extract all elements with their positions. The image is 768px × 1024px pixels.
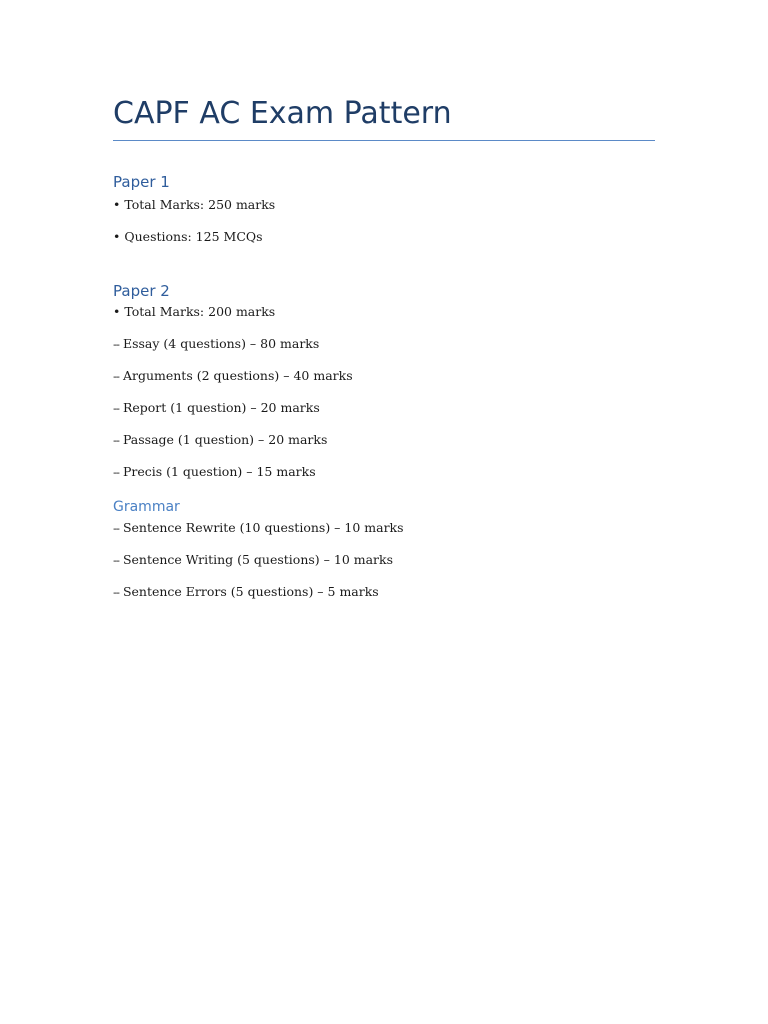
paper1-heading: Paper 1 bbox=[113, 173, 170, 191]
list-item-text: Precis (1 question) – 15 marks bbox=[122, 464, 316, 479]
paper2-item-precis bbox=[113, 463, 316, 482]
title-underline bbox=[113, 140, 655, 141]
bullet-marker: • bbox=[113, 304, 121, 319]
paper1-item-questions bbox=[113, 228, 263, 246]
paper2-item-passage bbox=[113, 431, 327, 450]
dash-marker: -- bbox=[113, 370, 119, 383]
grammar-item-sentence-writing bbox=[113, 551, 393, 570]
dash-marker: -- bbox=[113, 434, 119, 447]
list-item-text: Sentence Errors (5 questions) – 5 marks bbox=[122, 584, 379, 599]
paper2-item-essay bbox=[113, 335, 319, 354]
list-item-text: Sentence Writing (5 questions) – 10 marks bbox=[122, 552, 394, 567]
list-item-text: Total Marks: 200 marks bbox=[124, 304, 276, 319]
list-item-text: Questions: 125 MCQs bbox=[124, 229, 263, 244]
page-title: CAPF AC Exam Pattern bbox=[113, 96, 452, 131]
grammar-heading: Grammar bbox=[113, 499, 180, 515]
bullet-marker: • bbox=[113, 229, 121, 244]
dash-marker: -- bbox=[113, 402, 119, 415]
list-item-text: Sentence Rewrite (10 questions) – 10 marks bbox=[122, 520, 404, 535]
paper2-heading: Paper 2 bbox=[113, 282, 170, 300]
grammar-item-sentence-rewrite bbox=[113, 519, 404, 538]
bullet-marker: • bbox=[113, 197, 121, 212]
dash-marker: -- bbox=[113, 466, 119, 479]
paper2-item-report bbox=[113, 399, 320, 418]
list-item-text: Arguments (2 questions) – 40 marks bbox=[122, 368, 353, 383]
list-item-text: Essay (4 questions) – 80 marks bbox=[122, 336, 320, 351]
list-item-text: Report (1 question) – 20 marks bbox=[122, 400, 320, 415]
paper2-item-arguments bbox=[113, 367, 353, 386]
paper1-item-total-marks bbox=[113, 196, 275, 214]
dash-marker: -- bbox=[113, 522, 119, 535]
dash-marker: -- bbox=[113, 554, 119, 567]
paper2-item-total-marks bbox=[113, 303, 275, 321]
list-item-text: Total Marks: 250 marks bbox=[124, 197, 276, 212]
list-item-text: Passage (1 question) – 20 marks bbox=[122, 432, 328, 447]
grammar-item-sentence-errors bbox=[113, 583, 379, 602]
dash-marker: -- bbox=[113, 338, 119, 351]
dash-marker: -- bbox=[113, 586, 119, 599]
